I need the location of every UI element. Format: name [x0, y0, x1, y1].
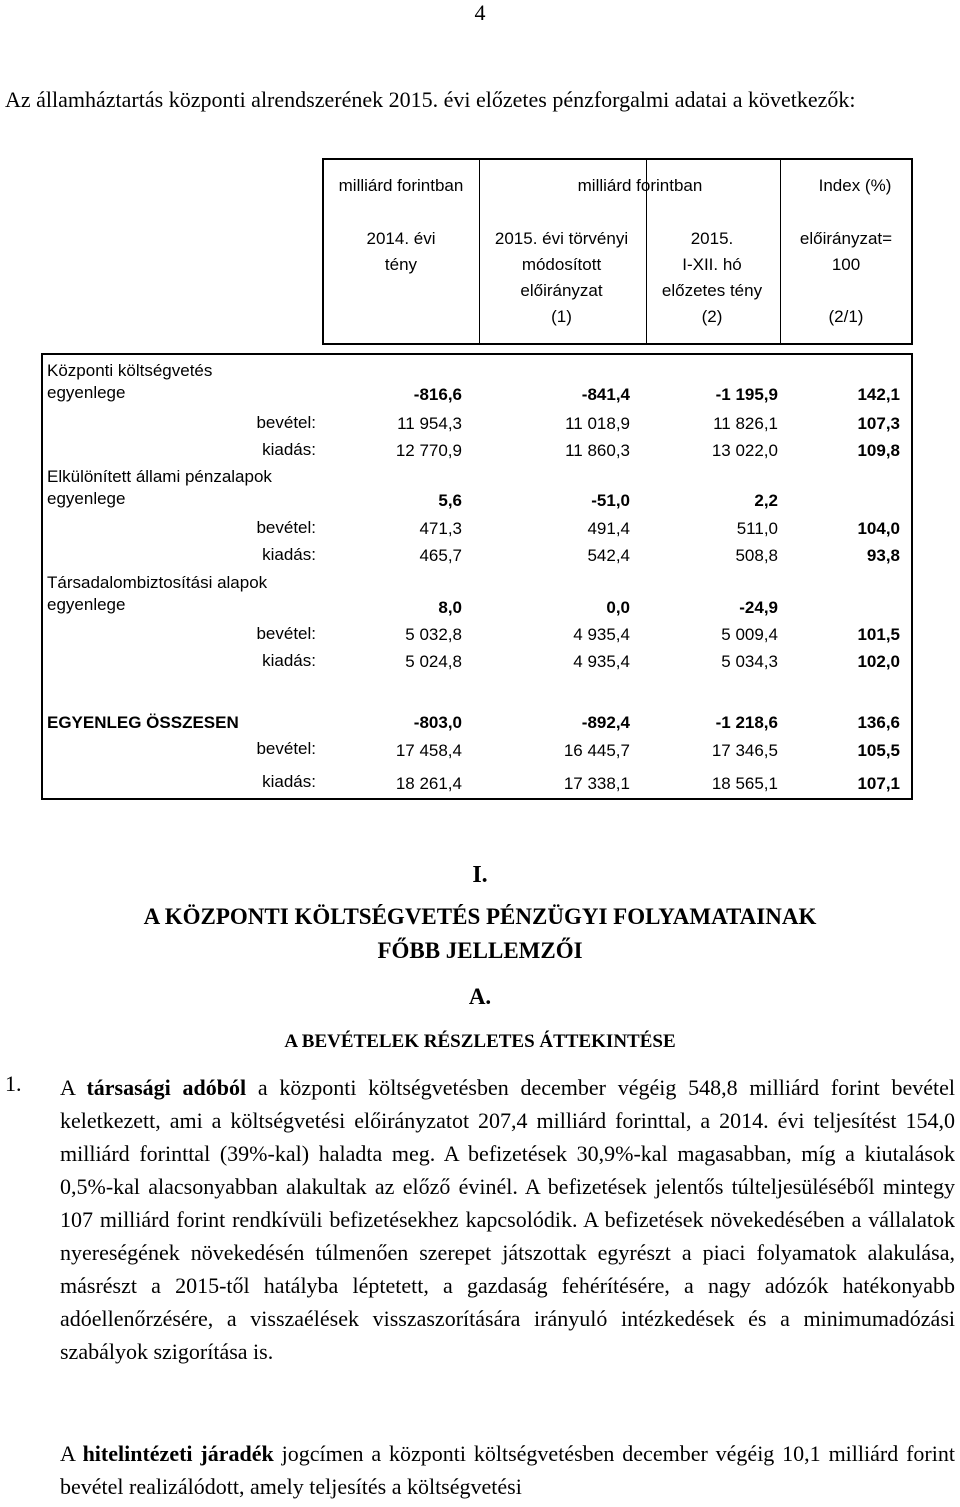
group-label-social-security: Társadalombiztosítási alapok egyenlege — [47, 573, 268, 614]
table-cell: 5 034,3 — [721, 652, 778, 671]
table-cell: 4 935,4 — [573, 625, 630, 644]
table-cell: 107,1 — [857, 774, 900, 793]
table-cell: 101,5 — [857, 625, 900, 644]
page-number: 4 — [474, 0, 486, 25]
table-cell: 508,8 — [735, 546, 778, 565]
table-cell: -1 195,9 — [715, 385, 778, 404]
table-cell: 471,3 — [419, 519, 462, 538]
row-label-revenue: bevétel: — [256, 518, 316, 537]
table-cell: 0,0 — [606, 598, 630, 617]
table-cell: 11 826,1 — [713, 414, 778, 433]
section-title: A KÖZPONTI KÖLTSÉGVETÉS PÉNZÜGYI FOLYAMATAINAK — [143, 904, 817, 929]
table-cell: -841,4 — [581, 385, 630, 404]
table-cell: 8,0 — [438, 598, 462, 617]
row-label-revenue: bevétel: — [256, 413, 316, 432]
row-label-revenue: bevétel: — [256, 739, 316, 758]
table-cell: 16 445,7 — [563, 741, 630, 760]
table-cell: -51,0 — [591, 491, 630, 510]
table-cell: 4 935,4 — [573, 652, 630, 671]
group-label-separate-funds: Elkülönített állami pénzalapok egyenlege — [47, 467, 272, 508]
table-cell: -803,0 — [413, 713, 462, 732]
table-cell: 18 565,1 — [711, 774, 778, 793]
table-cell: -24,9 — [739, 598, 778, 617]
table-cell: 5 032,8 — [405, 625, 462, 644]
subsection-title: A BEVÉTELEK RÉSZLETES ÁTTEKINTÉSE — [284, 1031, 676, 1052]
paragraph-corporate-tax: A társasági adóból a központi költségvetésben december végéig 548,8 milliárd forint bevétel keletkezett, ami a költségvetési előirányzatot 207,4 milliárd forinttal, a 2014. évi teljesítést 154,0 milliárd forinttal (39%-kal) haladta meg. A befizetések 30,9%-kal magasabban, míg a kiutalások 0,5%-kal alacsonyabban alakultak az előző évinél. A befizetések jelentős túlteljesüléséből mintegy 107 milliárd forint rendkívüli befizetésekhez kapcsolódik. A befizetések növekedésében a vállalatok nyereségének növekedésén túlmenően szerepet játszottak egyrészt a piaci folyamatok alakulása, másrészt a 2015-től hatályba léptetett, a gazdaság fehérítésére, a nagy adózók hatékonyabb adóellenőrzésére, a visszaélések visszaszorítására irányuló intézkedések és a minimumadózási szabályok szigorítása is. — [60, 1075, 955, 1364]
row-label-expenditure: kiadás: — [262, 440, 316, 459]
unit-label-1: milliárd forintban — [338, 176, 464, 195]
table-cell: 104,0 — [857, 519, 900, 538]
table-cell: 107,3 — [857, 414, 900, 433]
table-cell: 18 261,4 — [395, 774, 462, 793]
table-cell: 93,8 — [866, 546, 900, 565]
total-label: EGYENLEG ÖSSZESEN — [47, 713, 239, 732]
table-cell: 105,5 — [857, 741, 900, 760]
table-cell: 491,4 — [587, 519, 630, 538]
table-cell: 102,0 — [857, 652, 900, 671]
table-cell: 17 458,4 — [395, 741, 462, 760]
table-cell: 13 022,0 — [711, 441, 778, 460]
table-cell: 5 009,4 — [721, 625, 778, 644]
row-label-expenditure: kiadás: — [262, 772, 316, 791]
section-title-line2: FŐBB JELLEMZŐI — [377, 938, 583, 963]
table-cell: 11 860,3 — [565, 441, 630, 460]
paragraph-credit-institution-levy: A hitelintézeti járadék jogcímen a központi költségvetésben december végéig 10,1 milliárd forint bevétel realizálódott, amely teljesítés a költségvetési — [60, 1441, 955, 1499]
row-label-expenditure: kiadás: — [262, 651, 316, 670]
table-cell: 511,0 — [736, 519, 778, 538]
intro-text: Az államháztartás központi alrendszerének 2015. évi előzetes pénzforgalmi adatai a következők: — [5, 87, 856, 112]
col-header-2015-prelim: 2015. I-XII. hó előzetes tény (2) — [661, 229, 763, 326]
table-cell: 17 338,1 — [563, 774, 630, 793]
table-cell: 142,1 — [857, 385, 900, 404]
paragraph-number: 1. — [5, 1071, 22, 1096]
subsection-letter: A. — [468, 984, 492, 1009]
table-cell: 109,8 — [857, 441, 900, 460]
col-header-appropriation: 2015. évi törvényi módosított előirányzat (1) — [494, 229, 629, 326]
row-label-revenue: bevétel: — [256, 624, 316, 643]
group-label-central-budget: Központi költségvetés egyenlege — [47, 361, 213, 402]
section-roman-numeral: I. — [472, 862, 488, 888]
table-cell: -816,6 — [413, 385, 462, 404]
row-label-expenditure: kiadás: — [262, 545, 316, 564]
table-cell: -892,4 — [581, 713, 630, 732]
table-cell: 17 346,5 — [711, 741, 778, 760]
table-cell: 11 954,3 — [397, 414, 462, 433]
col-header-2014: 2014. évi tény — [366, 229, 436, 274]
table-cell: 11 018,9 — [565, 414, 630, 433]
unit-label-3: Index (%) — [818, 176, 892, 195]
table-cell: 5 024,8 — [405, 652, 462, 671]
table-cell: 465,7 — [419, 546, 462, 565]
table-cell: 12 770,9 — [395, 441, 462, 460]
col-header-index: előirányzat= 100 (2/1) — [799, 229, 893, 326]
table-cell: 5,6 — [438, 491, 462, 510]
unit-label-2: milliárd forintban — [577, 176, 703, 195]
table-cell: 2,2 — [754, 491, 778, 510]
table-cell: -1 218,6 — [715, 713, 778, 732]
table-cell: 542,4 — [587, 546, 630, 565]
table-cell: 136,6 — [857, 713, 900, 732]
